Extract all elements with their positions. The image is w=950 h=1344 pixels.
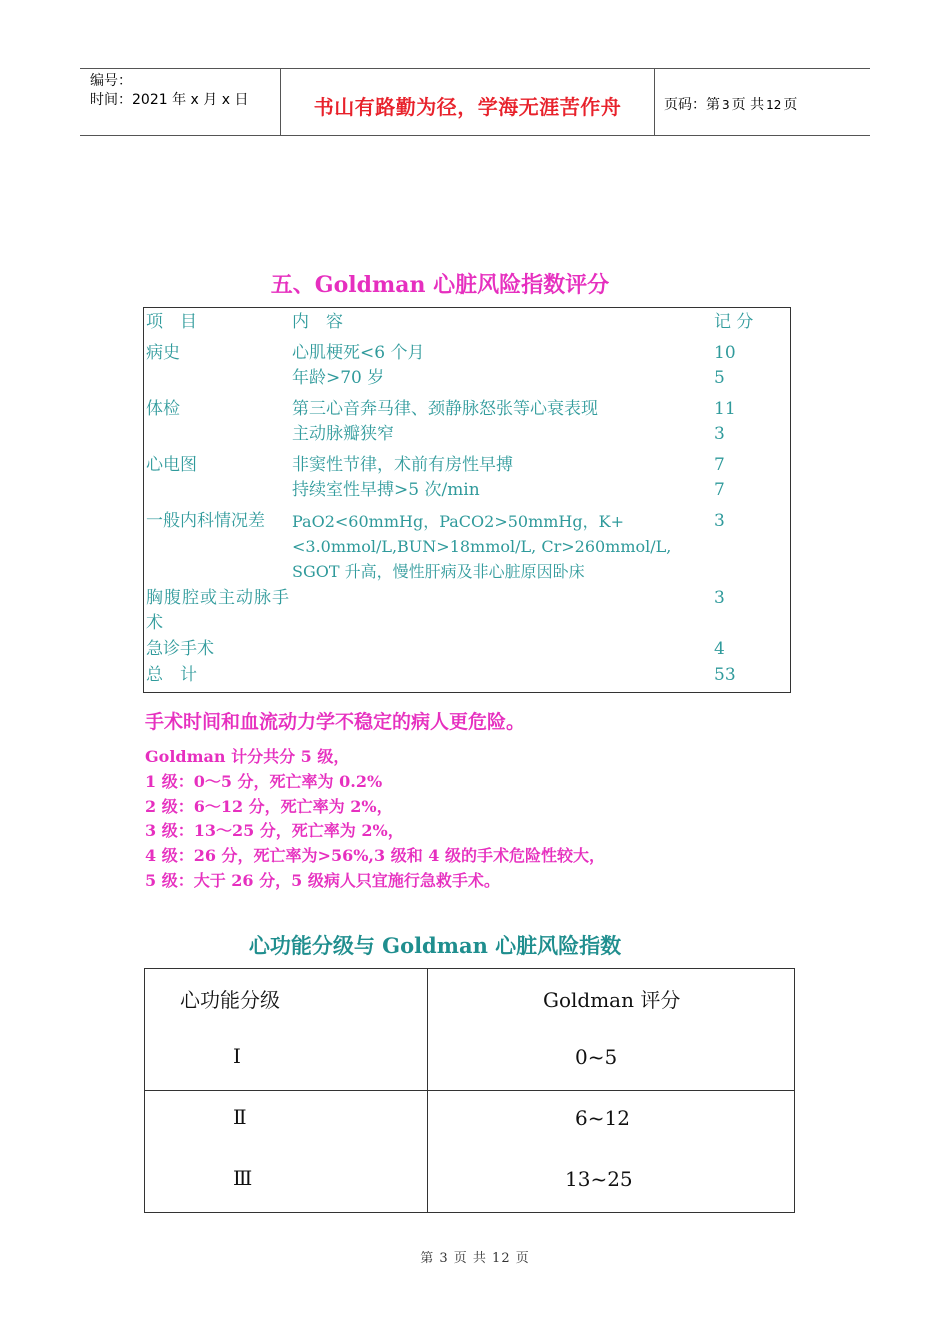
row-item: 体检 xyxy=(146,399,180,419)
cardiac-grade: Ⅰ xyxy=(233,1044,241,1068)
page-current: 3 xyxy=(722,98,730,112)
row-content-line: 第三心音奔马律、颈静脉怒张等心衰表现 xyxy=(292,399,598,419)
grade-line: 2 级：6～12 分，死亡率为 2%， xyxy=(145,796,393,816)
row-item: 病史 xyxy=(146,343,180,363)
page-footer: 第 3 页 共 12 页 xyxy=(420,1251,530,1266)
row-score: 4 xyxy=(714,639,725,659)
header-item: 项 目 xyxy=(146,312,197,332)
row-content-line: 持续室性早搏>5 次/min xyxy=(292,480,480,500)
page-total: 12 xyxy=(766,98,782,112)
goldman-range: 13~25 xyxy=(565,1167,633,1191)
header-divider xyxy=(654,69,655,135)
risk-note: 手术时间和血流动力学不稳定的病人更危险。 xyxy=(145,711,526,733)
row-content-line: 心肌梗死<6 个月 xyxy=(292,343,425,363)
table-divider xyxy=(145,1090,794,1091)
row-item: 一般内科情况差 xyxy=(146,511,265,531)
header-goldman-score: Goldman 评分 xyxy=(543,988,681,1012)
row-item: 急诊手术 xyxy=(146,639,214,659)
row-content-line: 非窦性节律，术前有房性早搏 xyxy=(292,455,513,475)
row-content-text: PaO2<60mmHg，PaCO2>50mmHg，K+<3.0mmol/L,BUN>18mmol/L, Cr>260mmol/L, SGOT 升高，慢性肝病及非心脏原因卧床 xyxy=(292,512,672,581)
cardiac-table-title: 心功能分级与 Goldman 心脏风险指数 xyxy=(248,933,622,958)
row-score: 3 xyxy=(714,588,725,608)
header-page-number: 页码：第 3 页 共 12 页 xyxy=(664,97,798,113)
row-score: 7 xyxy=(714,480,725,500)
grade-line: 4 级：26 分，死亡率为>56%,3 级和 4 级的手术危险性较大， xyxy=(145,846,605,866)
goldman-range: 6~12 xyxy=(575,1106,630,1130)
row-content-line: 主动脉瓣狭窄 xyxy=(292,424,394,444)
row-score: 5 xyxy=(714,368,725,388)
row-score: 3 xyxy=(714,511,725,531)
cardiac-grade: Ⅲ xyxy=(233,1166,253,1190)
row-score-total: 53 xyxy=(714,665,736,685)
row-item-total: 总 计 xyxy=(146,665,197,685)
section-title: 五、Goldman 心脏风险指数评分 xyxy=(270,272,610,298)
row-content-line: 年龄>70 岁 xyxy=(292,368,385,388)
row-score: 10 xyxy=(714,343,736,363)
page-header xyxy=(80,68,870,136)
cardiac-function-table xyxy=(144,968,795,1213)
header-meta xyxy=(90,72,248,110)
grade-line: 5 级：大于 26 分，5 级病人只宜施行急救手术。 xyxy=(145,870,500,890)
serial-label: 编号： xyxy=(90,73,132,89)
grade-list xyxy=(145,745,745,894)
header-content: 内 容 xyxy=(292,312,343,332)
goldman-score-table xyxy=(143,307,791,693)
row-score: 11 xyxy=(714,399,736,419)
row-item: 胸腹腔或主动脉手术 xyxy=(146,588,290,633)
row-score: 3 xyxy=(714,424,725,444)
goldman-range: 0~5 xyxy=(575,1045,618,1069)
header-motto: 书山有路勤为径，学海无涯苦作舟 xyxy=(313,95,622,119)
grade-line: Goldman 计分共分 5 级， xyxy=(145,747,350,766)
header-cardiac-grade: 心功能分级 xyxy=(180,988,280,1012)
time-label: 时间：2021 年 x 月 x 日 xyxy=(90,92,249,108)
cardiac-grade: Ⅱ xyxy=(233,1105,247,1129)
header-score: 记 分 xyxy=(714,312,754,332)
row-item: 心电图 xyxy=(146,455,197,475)
grade-line: 1 级：0～5 分，死亡率为 0.2% xyxy=(145,771,383,791)
grade-line: 3 级：13～25 分，死亡率为 2%， xyxy=(145,821,404,841)
row-score: 7 xyxy=(714,455,725,475)
